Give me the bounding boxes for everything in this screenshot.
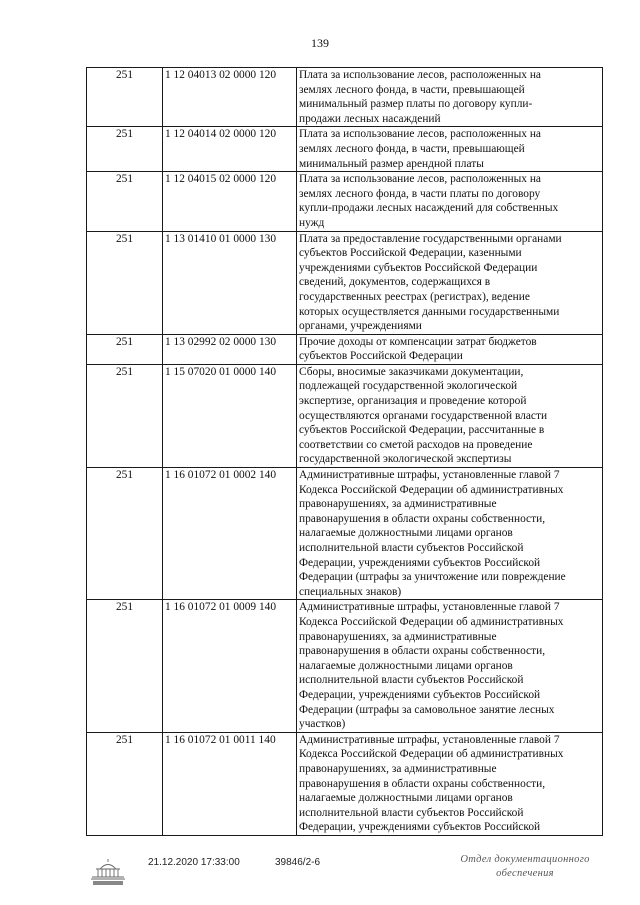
description-line: Федерации, учреждениями субъектов Российской [299, 556, 541, 569]
admin-code-cell: 251 [87, 732, 163, 835]
description-line: правонарушениях, за административные [299, 498, 497, 511]
department-stamp [430, 853, 620, 881]
revenue-description-cell [297, 364, 603, 467]
table-row [87, 127, 603, 172]
description-line: правонарушениях, за административные [299, 630, 497, 643]
description-line: правонарушения в области охраны собственности, [299, 645, 546, 658]
revenue-description-cell [297, 172, 603, 231]
revenue-description-cell [297, 68, 603, 127]
revenue-description-cell [297, 231, 603, 334]
table-body [87, 68, 603, 836]
revenue-description-cell [297, 334, 603, 364]
description-line: Кодекса Российской Федерации об административных [299, 748, 564, 761]
duma-emblem-icon [88, 855, 128, 887]
admin-code-cell: 251 [87, 68, 163, 127]
description-line: минимальный размер платы по договору купли- [299, 98, 533, 111]
table-row [87, 600, 603, 732]
description-line: соответствии со сметой расходов на проведение [299, 438, 533, 451]
admin-code-cell: 251 [87, 364, 163, 467]
description-line: Федерации (штрафы за самовольное занятие лесных [299, 703, 555, 716]
page-number: 139 [311, 36, 329, 50]
budget-classification-code-cell: 1 13 01410 01 0000 130 [163, 231, 297, 334]
stamp-line-2: обеспечения [496, 868, 554, 879]
description-line: государственной экологической экспертизы [299, 453, 512, 466]
description-line: Административные штрафы, установленные главой 7 [299, 469, 560, 482]
description-line: правонарушениях, за административные [299, 762, 497, 775]
description-line: налагаемые должностными лицами органов [299, 527, 513, 540]
revenue-codes-table [86, 67, 603, 836]
description-line: субъектов Российской Федерации, рассчитанные в [299, 424, 545, 437]
description-line: купли-продажи лесных насаждений для собственных [299, 202, 559, 215]
admin-code-cell: 251 [87, 468, 163, 600]
description-line: осуществляются органами государственной власти [299, 409, 548, 422]
description-line: минимальный размер арендной платы [299, 157, 484, 170]
description-line: субъектов Российской Федерации, казенными [299, 247, 522, 260]
description-line: Административные штрафы, установленные главой 7 [299, 733, 560, 746]
description-line: Плата за использование лесов, расположенных на [299, 69, 541, 81]
budget-classification-code-cell: 1 12 04013 02 0000 120 [163, 68, 297, 127]
revenue-description-cell [297, 127, 603, 172]
budget-classification-code-cell: 1 16 01072 01 0009 140 [163, 600, 297, 732]
admin-code-cell: 251 [87, 334, 163, 364]
footer-document-code: 39846/2-6 [275, 857, 321, 868]
description-line: землях лесного фонда, в части платы по договору [299, 187, 541, 200]
description-line: органами, учреждениями [299, 320, 422, 333]
description-line: подлежащей государственной экологической [299, 380, 518, 393]
description-line: которых осуществляется данными государственными [299, 305, 560, 318]
table-row [87, 68, 603, 127]
revenue-description-cell [297, 732, 603, 835]
description-line: правонарушения в области охраны собственности, [299, 777, 546, 790]
description-line: Плата за использование лесов, расположенных на [299, 128, 541, 141]
description-line: Кодекса Российской Федерации об административных [299, 483, 564, 496]
description-line: государственных реестрах (регистрах), ведение [299, 290, 530, 303]
description-line: налагаемые должностными лицами органов [299, 659, 513, 672]
table-row [87, 364, 603, 467]
description-line: сведений, документов, содержащихся в [299, 276, 491, 289]
table-row [87, 231, 603, 334]
table-row [87, 172, 603, 231]
description-line: исполнительной власти субъектов Российской [299, 674, 524, 687]
description-line: исполнительной власти субъектов Российской [299, 806, 524, 819]
budget-classification-code-cell: 1 12 04015 02 0000 120 [163, 172, 297, 231]
description-line: Федерации, учреждениями субъектов Российской [299, 688, 541, 701]
admin-code-cell: 251 [87, 600, 163, 732]
revenue-description-cell [297, 468, 603, 600]
description-line: Федерации, учреждениями субъектов Российской [299, 821, 541, 834]
budget-classification-code-cell: 1 15 07020 01 0000 140 [163, 364, 297, 467]
admin-code-cell: 251 [87, 172, 163, 231]
budget-classification-code-cell: 1 13 02992 02 0000 130 [163, 334, 297, 364]
table-row [87, 468, 603, 600]
budget-classification-code-cell: 1 12 04014 02 0000 120 [163, 127, 297, 172]
description-line: Плата за использование лесов, расположенных на [299, 173, 541, 186]
description-line: Кодекса Российской Федерации об административных [299, 615, 564, 628]
description-line: землях лесного фонда, в части, превышающей [299, 142, 525, 155]
description-line: Плата за предоставление государственными органами [299, 232, 562, 245]
stamp-line-1: Отдел документационного [460, 854, 590, 865]
budget-classification-code-cell: 1 16 01072 01 0002 140 [163, 468, 297, 600]
admin-code-cell: 251 [87, 231, 163, 334]
footer-timestamp: 21.12.2020 17:33:00 [148, 857, 240, 868]
page-footer [0, 838, 640, 898]
description-line: участков) [299, 718, 346, 731]
description-line: Сборы, вносимые заказчиками документации, [299, 365, 524, 378]
description-line: экспертизе, организация и проведение которой [299, 395, 527, 408]
table-row [87, 334, 603, 364]
description-line: нужд [299, 216, 325, 229]
admin-code-cell: 251 [87, 127, 163, 172]
description-line: учреждениями субъектов Российской Федерации [299, 261, 538, 274]
description-line: землях лесного фонда, в части, превышающей [299, 83, 525, 96]
description-line: Административные штрафы, установленные главой 7 [299, 601, 560, 614]
budget-classification-code-cell: 1 16 01072 01 0011 140 [163, 732, 297, 835]
description-line: субъектов Российской Федерации [299, 350, 463, 363]
description-line: продажи лесных насаждений [299, 112, 441, 125]
description-line: специальных знаков) [299, 585, 402, 598]
description-line: исполнительной власти субъектов Российской [299, 542, 524, 554]
table-row [87, 732, 603, 835]
description-line: налагаемые должностными лицами органов [299, 792, 513, 805]
revenue-description-cell [297, 600, 603, 732]
description-line: Федерации (штрафы за уничтожение или повреждение [299, 571, 566, 584]
description-line: Прочие доходы от компенсации затрат бюджетов [299, 335, 537, 348]
description-line: правонарушения в области охраны собственности, [299, 512, 546, 525]
